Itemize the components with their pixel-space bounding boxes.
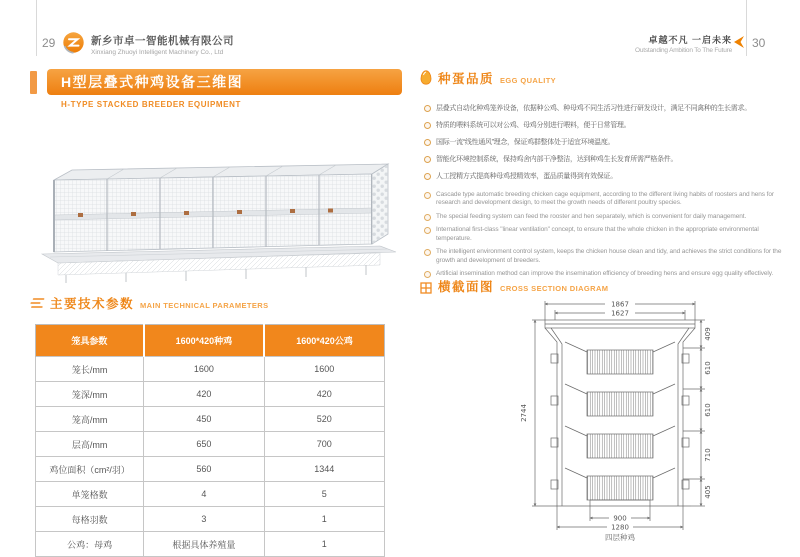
param-value: 5 [264, 482, 384, 507]
left-page-edge-mark [36, 0, 37, 56]
page-title-banner-en: H-TYPE STACKED BREEDER EQUIPMENT [61, 100, 241, 109]
equipment-3d-illustration [28, 136, 402, 288]
cross-section-title-cn: 横截面图 [438, 280, 495, 294]
table-header-cell: 笼具参数 [36, 325, 144, 357]
dim-label: 610 [704, 361, 712, 375]
bullet-text: 特质的喂料系统可以对公鸡、母鸡分别进行喂料，便于日常管理。 [436, 121, 631, 129]
param-label: 笼长/mm [36, 357, 144, 382]
param-value: 1344 [264, 457, 384, 482]
param-value: 1600 [264, 357, 384, 382]
list-icon [30, 297, 44, 309]
dim-label: 1280 [611, 523, 629, 532]
table-row [36, 457, 385, 482]
param-value: 1 [264, 507, 384, 532]
table-row [36, 407, 385, 432]
param-value: 520 [264, 407, 384, 432]
bullet-ring-icon [424, 156, 431, 163]
dim-label: 1627 [611, 309, 629, 318]
bullet-ring-icon [424, 105, 431, 112]
company-name-block [91, 33, 234, 56]
slogan-cn: 卓越不凡 一启未来 [648, 35, 732, 45]
param-value: 450 [144, 407, 264, 432]
param-label: 公鸡：母鸡 [36, 532, 144, 557]
param-value: 3 [144, 507, 264, 532]
page-number-left: 29 [42, 36, 56, 50]
param-value: 420 [264, 382, 384, 407]
slogan-en: Outstanding Ambition To The Future [634, 47, 732, 54]
diagram-caption: 四层种鸡 [605, 533, 635, 542]
table-row [36, 507, 385, 532]
page-number-right: 30 [752, 36, 766, 50]
bullet-ring-icon [424, 227, 431, 234]
cross-section-diagram [505, 296, 735, 542]
param-label: 笼深/mm [36, 382, 144, 407]
bullet-text: Cascade type automatic breeding chicken cage equipment, according to the different living habits of roosters and hens for research and development design, to meet the growth needs of different poultry species. [436, 191, 774, 207]
param-value: 560 [144, 457, 264, 482]
table-row [36, 382, 385, 407]
page-title-banner: H型层叠式种鸡设备三维图 [47, 69, 402, 95]
param-value: 根据具体养殖量 [144, 532, 264, 557]
egg-quality-bullets-en [424, 191, 796, 284]
bullet-text: 层叠式自动化种鸡笼养设备，依据种公鸡、种母鸡不同生活习性进行研发设计，满足不同禽种的生长需求。 [436, 105, 751, 112]
table-row [36, 482, 385, 507]
dim-label: 409 [704, 327, 712, 341]
cross-section-title [420, 281, 608, 294]
technical-parameters-table [35, 324, 385, 557]
dim-label: 610 [704, 403, 712, 417]
flag-arrow-icon [734, 36, 744, 48]
bullet-ring-icon [424, 173, 431, 180]
list-item [424, 121, 796, 130]
list-item [424, 213, 796, 221]
egg-quality-bullets-cn [424, 104, 796, 189]
slogan-block [635, 33, 732, 54]
bullet-text: The special feeding system can feed the rooster and hen separately, which is convenient for daily management. [436, 212, 747, 220]
param-label: 层高/mm [36, 432, 144, 457]
list-item [424, 172, 796, 181]
table-header-row [36, 325, 385, 357]
dim-label: 1867 [611, 300, 629, 309]
cross-section-title-en: CROSS SECTION DIAGRAM [500, 284, 609, 293]
param-value: 4 [144, 482, 264, 507]
list-item [424, 226, 796, 243]
dim-label: 710 [704, 448, 712, 462]
table-header-cell: 1600*420种鸡 [144, 325, 264, 357]
list-item [424, 191, 796, 208]
list-item [424, 270, 796, 278]
banner-accent-bar [30, 71, 37, 94]
bullet-ring-icon [424, 122, 431, 129]
table-row [36, 532, 385, 557]
param-label: 每格羽数 [36, 507, 144, 532]
param-label: 鸡位面积（cm²/羽） [36, 457, 144, 482]
bullet-ring-icon [424, 139, 431, 146]
param-label: 笼高/mm [36, 407, 144, 432]
param-value: 650 [144, 432, 264, 457]
param-value: 700 [264, 432, 384, 457]
company-logo-icon [62, 31, 85, 54]
table-header-cell: 1600*420公鸡 [264, 325, 384, 357]
egg-title-cn: 种蛋品质 [438, 71, 495, 86]
param-value: 1600 [144, 357, 264, 382]
bullet-text: The intelligent environment control system, keeps the chicken house clean and tidy, and achieves the strict conditions for the growth and development of breeders. [436, 248, 782, 264]
table-row [36, 357, 385, 382]
egg-icon [420, 70, 432, 85]
dim-label: 405 [704, 485, 712, 499]
company-name-en: Xinxiang Zhuoyi Intelligent Machinery Co., Ltd [91, 49, 224, 56]
bullet-ring-icon [424, 249, 431, 256]
params-title-cn: 主要技术参数 [50, 296, 135, 311]
bullet-text: 国际一流“线性通风”理念，保证鸡群整体处于适宜环境温度。 [436, 138, 615, 146]
egg-quality-title [420, 70, 556, 85]
param-label: 单笼格数 [36, 482, 144, 507]
param-value: 420 [144, 382, 264, 407]
grid-icon [420, 282, 432, 294]
bullet-ring-icon [424, 214, 431, 221]
params-section-title [30, 297, 269, 310]
bullet-text: 智能化环境控制系统，保持鸡舍内部干净整洁，达到种鸡生长发育所需严格条件。 [436, 155, 678, 163]
bullet-text: Artificial insemination method can improve the insemination efficiency of breeding hens and ensure egg quality effectively. [436, 270, 774, 278]
table-row [36, 432, 385, 457]
egg-title-en: EGG QUALITY [500, 75, 557, 85]
params-title-en: MAIN TECHNICAL PARAMETERS [140, 300, 269, 310]
param-value: 1 [264, 532, 384, 557]
dim-label: 900 [613, 514, 627, 523]
list-item [424, 138, 796, 147]
bullet-text: International first-class "linear ventilation" concept, to ensure that the whole chicken in the appropriate environmental temperature. [436, 226, 759, 242]
list-item [424, 248, 796, 265]
bullet-ring-icon [424, 271, 431, 278]
dim-label: 2744 [520, 404, 528, 422]
list-item [424, 155, 796, 164]
right-page-edge-mark [746, 0, 747, 56]
bullet-text: 人工授精方式提高种母鸡授精效率，蛋品质量得到有效保证。 [436, 172, 617, 180]
list-item [424, 104, 796, 113]
company-name-cn: 新乡市卓一智能机械有限公司 [91, 35, 234, 47]
bullet-ring-icon [424, 192, 431, 199]
